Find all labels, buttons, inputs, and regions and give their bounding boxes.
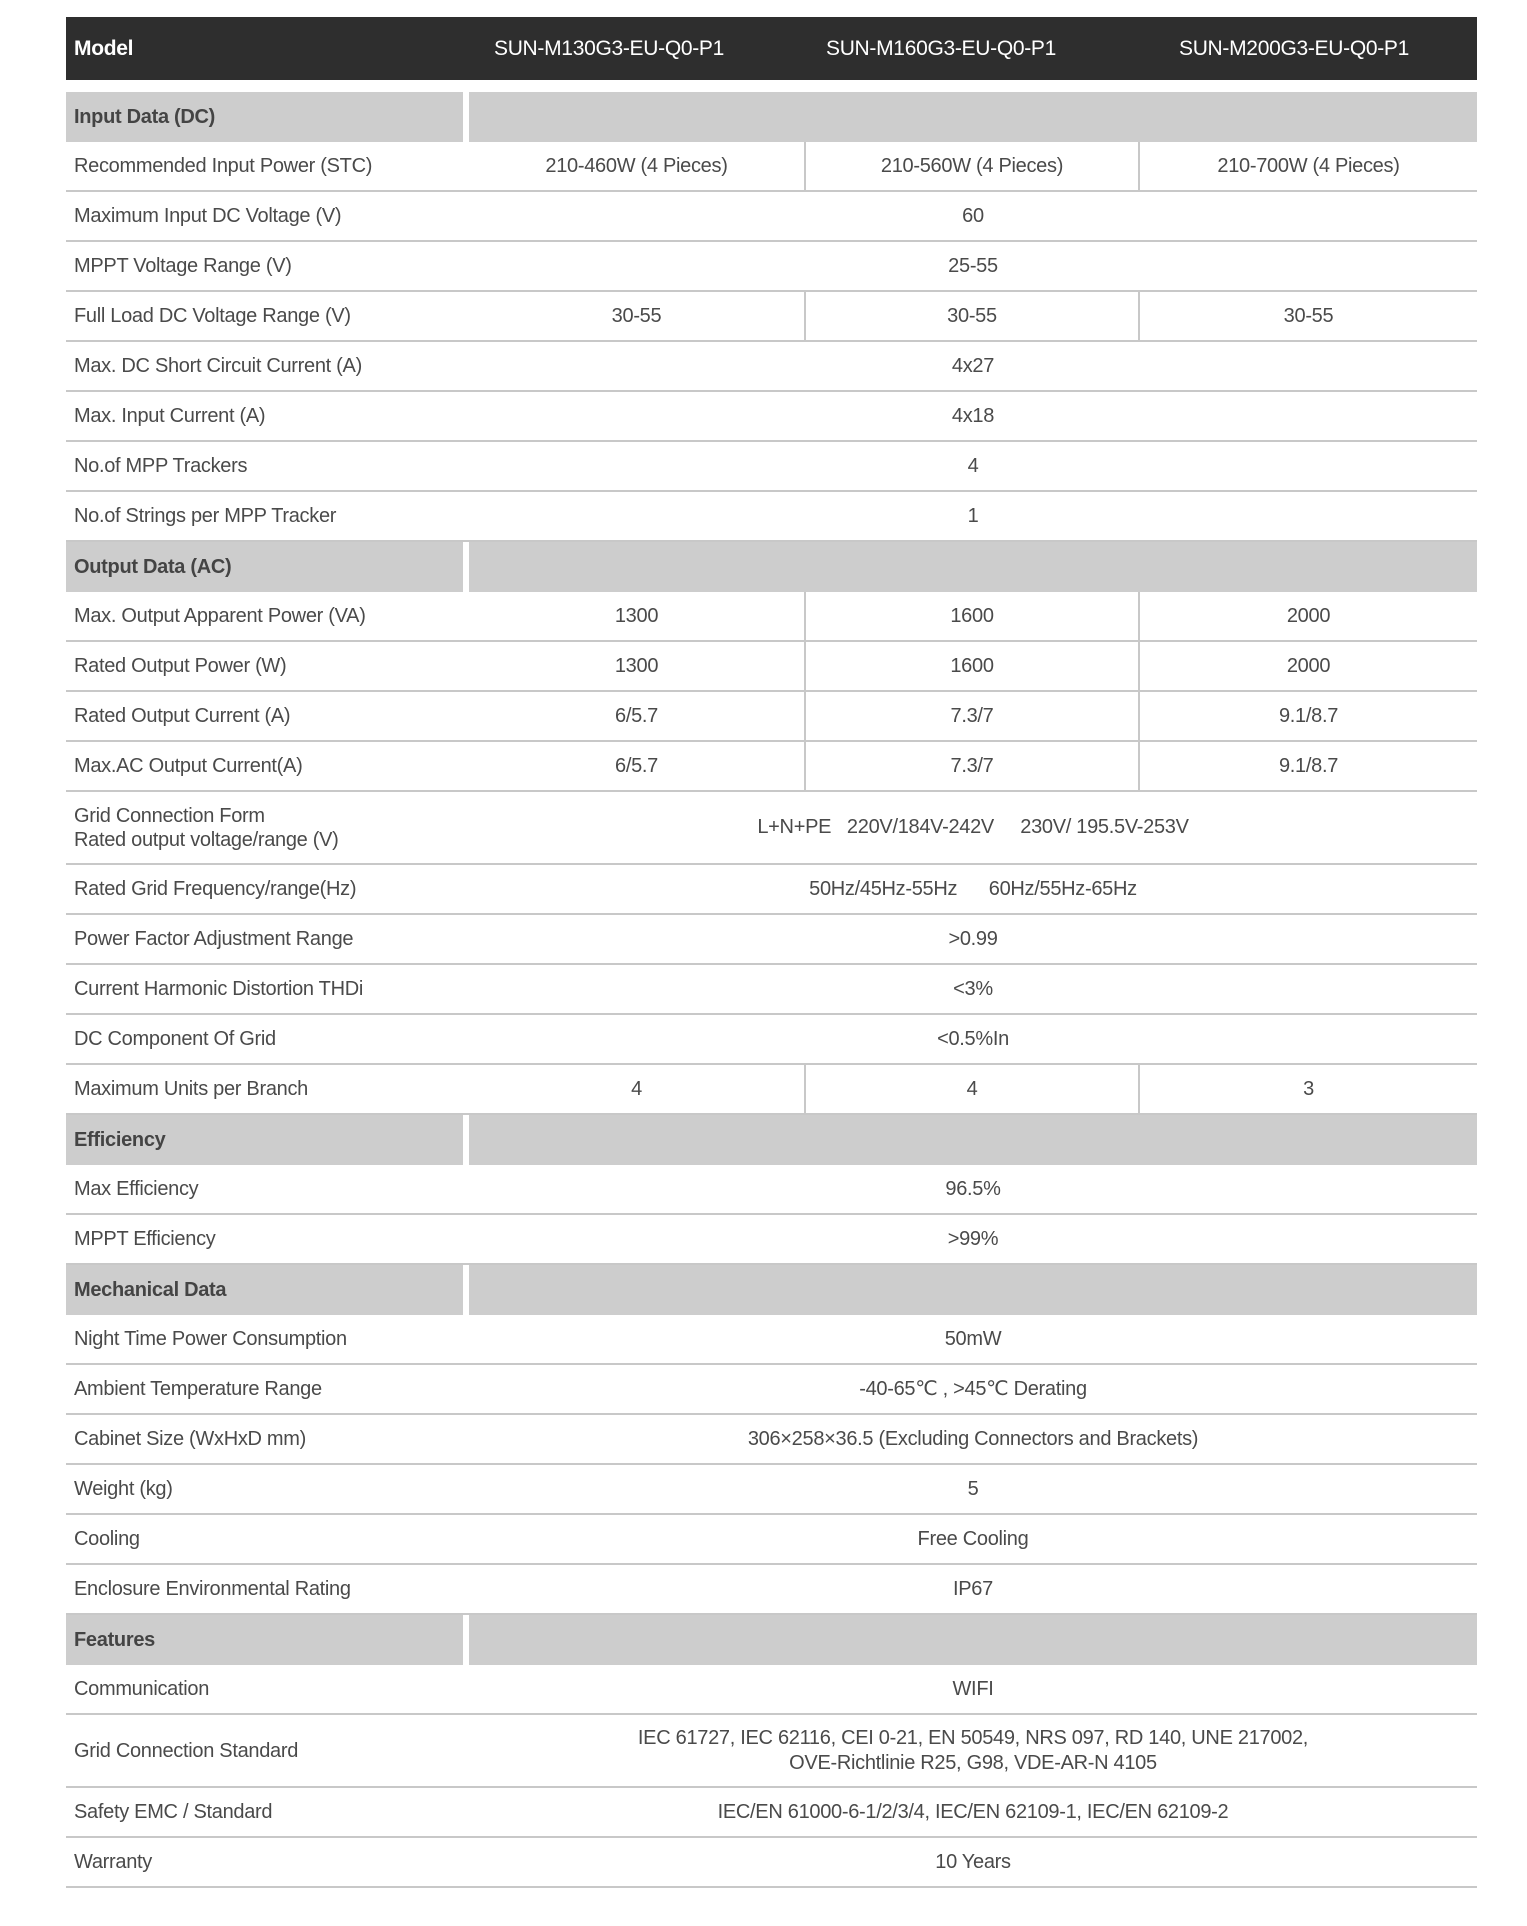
table-row: No.of Strings per MPP Tracker 1 (66, 492, 1477, 542)
header-label: Model (74, 36, 134, 60)
section-features (66, 1615, 1477, 1665)
table-row: Max. Output Apparent Power (VA) 1300 1600 2000 (66, 592, 1477, 642)
section-title: Mechanical Data (66, 1265, 463, 1315)
table-row: Max Efficiency 96.5% (66, 1165, 1477, 1215)
model-3: SUN-M200G3-EU-Q0-P1 (1178, 36, 1410, 60)
model-1: SUN-M130G3-EU-Q0-P1 (493, 36, 725, 60)
section-title: Features (66, 1615, 463, 1665)
table-row: Enclosure Environmental Rating IP67 (66, 1565, 1477, 1615)
section-efficiency (66, 1115, 1477, 1165)
table-row: Communication WIFI (66, 1665, 1477, 1715)
section-input (66, 92, 1477, 142)
table-row: Cooling Free Cooling (66, 1515, 1477, 1565)
section-title: Input Data (DC) (66, 92, 463, 142)
table-row: Power Factor Adjustment Range >0.99 (66, 915, 1477, 965)
table-row: Max.AC Output Current(A) 6/5.7 7.3/7 9.1/8.7 (66, 742, 1477, 792)
table-row: Rated Output Power (W) 1300 1600 2000 (66, 642, 1477, 692)
table-header (66, 17, 1477, 80)
table-row: Current Harmonic Distortion THDi <3% (66, 965, 1477, 1015)
table-row: Weight (kg) 5 (66, 1465, 1477, 1515)
section-mechanical (66, 1265, 1477, 1315)
table-row: Grid Connection Form Rated output voltage/range (V) L+N+PE 220V/184V-242V 230V/ 195.5V-253V (66, 792, 1477, 865)
model-2: SUN-M160G3-EU-Q0-P1 (825, 36, 1057, 60)
table-row: MPPT Efficiency >99% (66, 1215, 1477, 1265)
table-row: MPPT Voltage Range (V) 25-55 (66, 242, 1477, 292)
table-row: Maximum Input DC Voltage (V) 60 (66, 192, 1477, 242)
table-row: DC Component Of Grid <0.5%In (66, 1015, 1477, 1065)
table-row: Max. Input Current (A) 4x18 (66, 392, 1477, 442)
table-row: Full Load DC Voltage Range (V) 30-55 30-55 30-55 (66, 292, 1477, 342)
section-title: Efficiency (66, 1115, 463, 1165)
table-row: Night Time Power Consumption 50mW (66, 1315, 1477, 1365)
table-row: Ambient Temperature Range -40-65℃ , >45℃ Derating (66, 1365, 1477, 1415)
section-title: Output Data (AC) (66, 542, 463, 592)
table-row: Maximum Units per Branch 4 4 3 (66, 1065, 1477, 1115)
table-row: Rated Grid Frequency/range(Hz) 50Hz/45Hz-55Hz 60Hz/55Hz-65Hz (66, 865, 1477, 915)
table-row: Warranty 10 Years (66, 1838, 1477, 1888)
table-row: Rated Output Current (A) 6/5.7 7.3/7 9.1/8.7 (66, 692, 1477, 742)
table-row: Max. DC Short Circuit Current (A) 4x27 (66, 342, 1477, 392)
table-row: Grid Connection Standard IEC 61727, IEC 62116, CEI 0-21, EN 50549, NRS 097, RD 140, UNE 217002, OVE-Richtlinie R25, G98, VDE-AR-N 4105 (66, 1715, 1477, 1788)
section-output (66, 542, 1477, 592)
spec-table (66, 17, 1477, 1888)
table-row: No.of MPP Trackers 4 (66, 442, 1477, 492)
table-row: Cabinet Size (WxHxD mm) 306×258×36.5 (Excluding Connectors and Brackets) (66, 1415, 1477, 1465)
table-row: Recommended Input Power (STC) 210-460W (4 Pieces) 210-560W (4 Pieces) 210-700W (4 Pieces) (66, 142, 1477, 192)
table-row: Safety EMC / Standard IEC/EN 61000-6-1/2/3/4, IEC/EN 62109-1, IEC/EN 62109-2 (66, 1788, 1477, 1838)
